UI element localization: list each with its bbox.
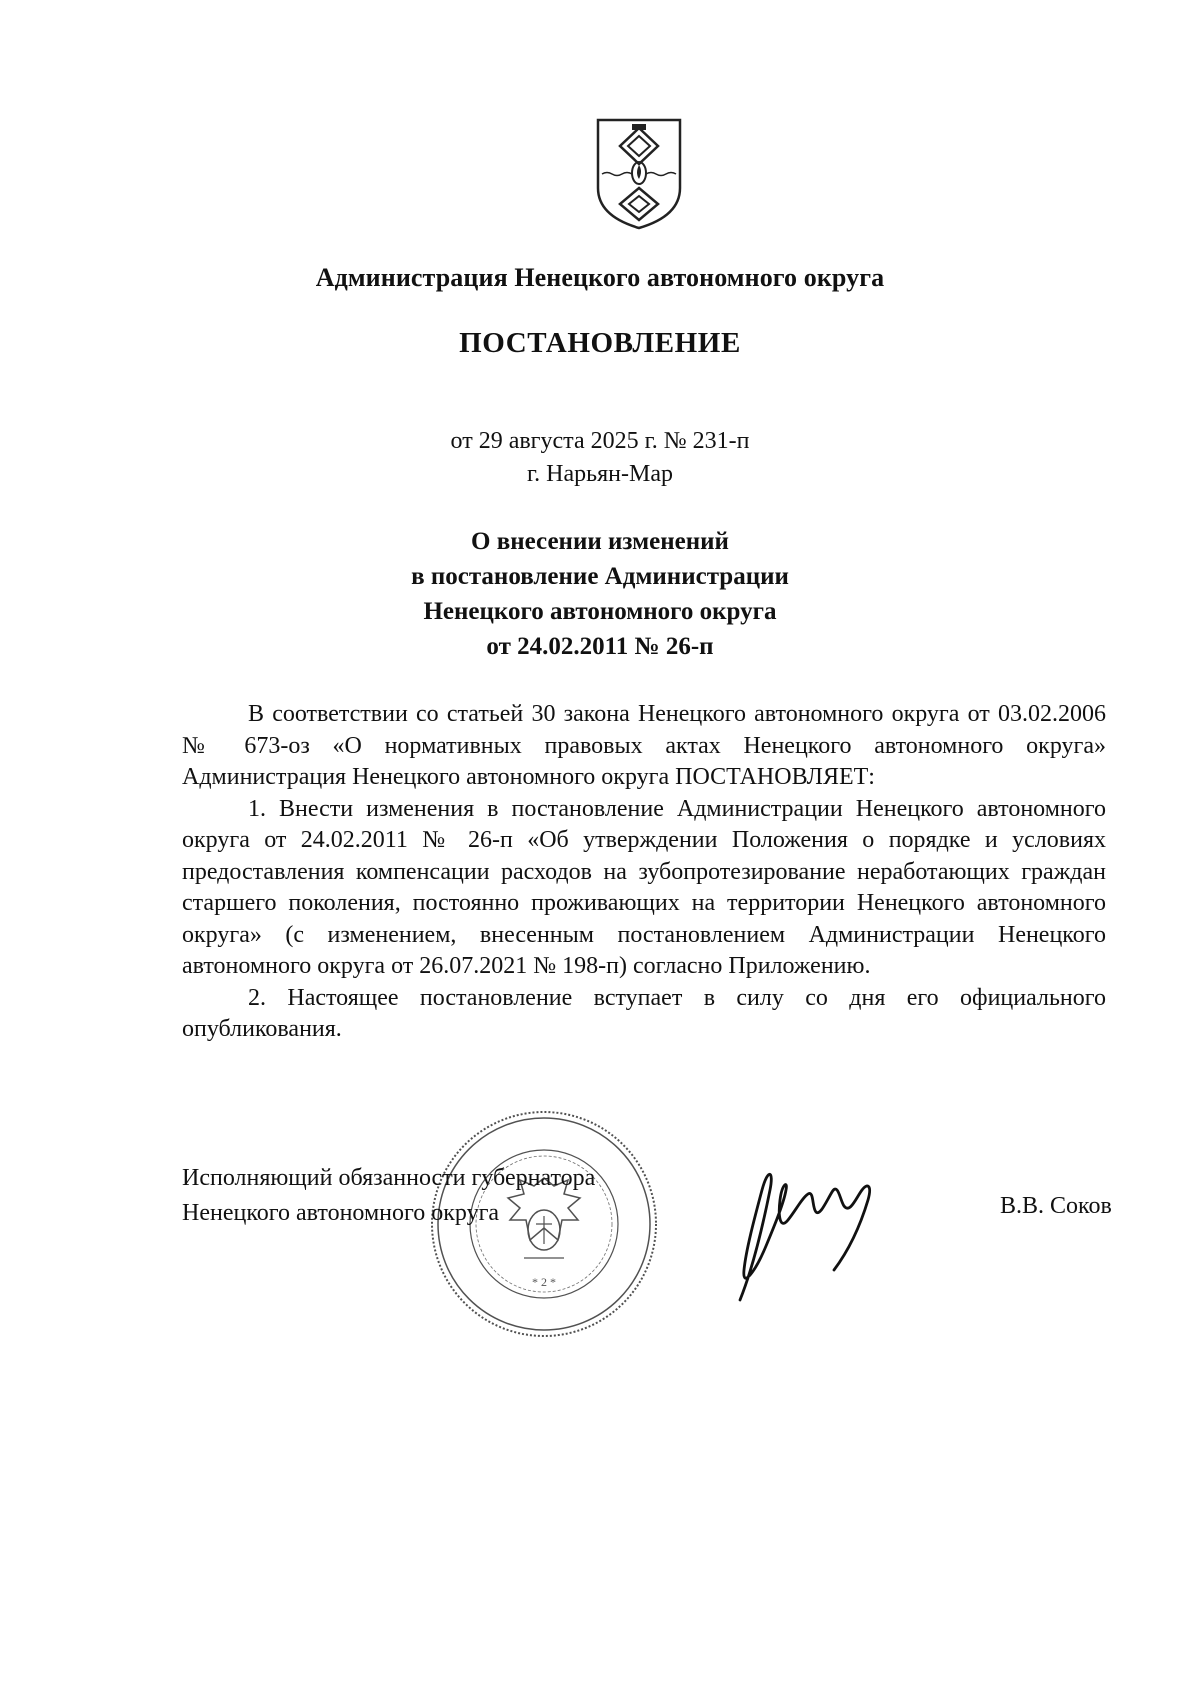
- clause-1-paragraph: 1. Внести изменения в постановление Администрации Ненецкого автономного округа от 24.02.2011 № 26-п «Об утверждении Положения о порядке и условиях предоставления компенсации расходов на зубопротезирование неработающих граждан старшего поколения, постоянно проживающих на территории Ненецкого автономного округа» (с изменением, внесенным постановлением Администрации Ненецкого автономного округа от 26.07.2021 № 198-п) согласно Приложению.: [182, 795, 1106, 979]
- svg-text:* 2 *: * 2 *: [532, 1275, 556, 1289]
- signatory-position-line: Ненецкого автономного округа: [182, 1200, 500, 1226]
- title-line: в постановление Администрации: [411, 563, 789, 590]
- title-line: О внесении изменений: [471, 528, 729, 555]
- document-type: ПОСТАНОВЛЕНИЕ: [459, 327, 741, 359]
- handwritten-signature-icon: [722, 1150, 892, 1310]
- coat-of-arms-icon: [592, 116, 686, 232]
- clause-2-paragraph: 2. Настоящее постановление вступает в силу со дня его официального опубликования.: [182, 984, 1106, 1042]
- title-line: Ненецкого автономного округа: [423, 598, 777, 625]
- organization-name: Администрация Ненецкого автономного округа: [315, 263, 885, 292]
- document-title: [0, 524, 1200, 664]
- signatory-position-line: Исполняющий обязанности губернатора: [182, 1165, 596, 1191]
- preamble-paragraph: В соответствии со статьей 30 закона Ненецкого автономного округа от 03.02.2006 № 673-оз «О нормативных правовых актах Ненецкого автономного округа» Администрация Ненецкого автономного округа ПОСТАНОВЛЯЕТ:: [182, 701, 1106, 790]
- date-and-number: от 29 августа 2025 г. № 231-п: [450, 428, 750, 454]
- city: г. Нарьян-Мар: [527, 461, 673, 487]
- title-line: от 24.02.2011 № 26-п: [486, 633, 714, 660]
- signatory-position: [182, 1161, 595, 1231]
- signatory-name: В.В. Соков: [1000, 1193, 1112, 1219]
- document-body: [182, 699, 1106, 1046]
